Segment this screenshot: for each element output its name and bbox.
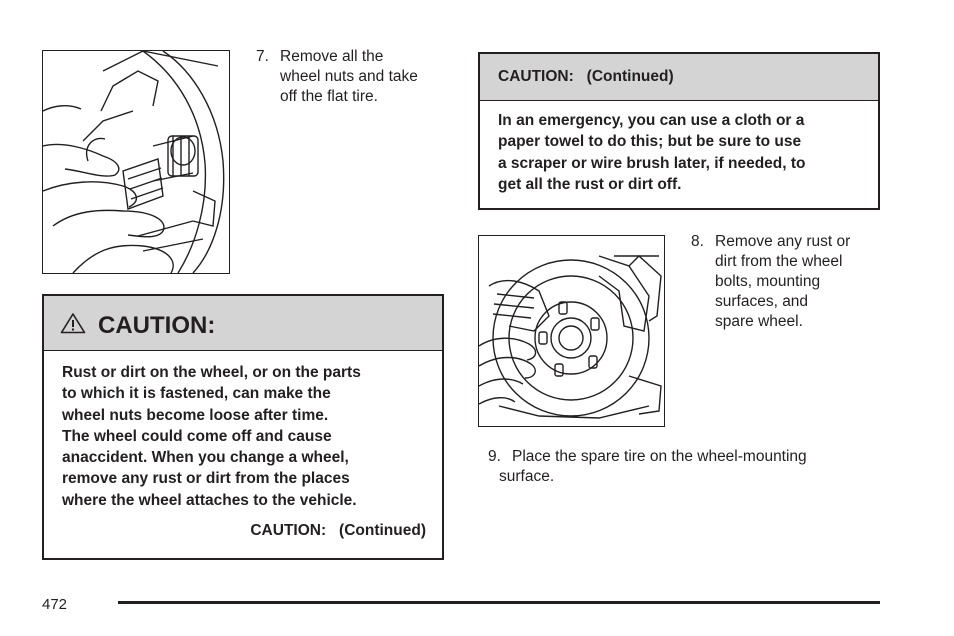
step-text — [715, 232, 850, 332]
caution-line: where the wheel attaches to the vehicle. — [62, 491, 357, 509]
step-line: off the flat tire. — [280, 88, 378, 105]
caution-line: anaccident. When you change a wheel, — [62, 449, 349, 467]
step-number: 7. — [256, 48, 269, 65]
step-8 — [691, 232, 901, 334]
caution-line: Rust or dirt on the wheel, or on the parts — [62, 364, 361, 381]
caution-line: get all the rust or dirt off. — [498, 175, 682, 193]
step-line: wheel nuts and take — [280, 68, 418, 85]
caution-header — [44, 296, 442, 351]
caution-line: wheel nuts become loose after time. — [62, 406, 329, 424]
caution-continued-box — [478, 52, 880, 210]
caution-continued-title: CAUTION: (Continued) — [498, 68, 674, 85]
step-line: Remove all the — [280, 48, 384, 65]
wheel-hub-drawing — [479, 236, 664, 426]
step-line: Place the spare tire on the wheel-mounting — [512, 448, 807, 465]
step-text — [499, 447, 807, 487]
caution-title: CAUTION: — [98, 312, 216, 339]
step-line: surfaces, and — [715, 293, 809, 310]
footer-rule — [118, 601, 880, 604]
step-number: 8. — [691, 233, 704, 250]
caution-continued-label: CAUTION: (Continued) — [250, 522, 426, 539]
step-7 — [256, 47, 456, 109]
caution-box — [42, 294, 444, 560]
caution-line: a scraper or wire brush later, if needed, to — [498, 154, 806, 172]
wheel-hub-cleaning-illustration — [478, 235, 665, 427]
caution-line: paper towel to do this; but be sure to use — [498, 133, 802, 151]
caution-continued-header — [480, 54, 878, 101]
caution-continued-body — [498, 110, 870, 195]
step-line: Remove any rust or — [715, 233, 851, 250]
wheel-nut-removal-illustration — [42, 50, 230, 274]
caution-line: In an emergency, you can use a cloth or a — [498, 112, 805, 129]
caution-line: The wheel could come off and cause — [62, 427, 332, 445]
warning-triangle-icon — [60, 312, 86, 334]
step-line: spare wheel. — [715, 313, 803, 330]
wheel-nut-drawing — [43, 51, 229, 273]
caution-line: remove any rust or dirt from the places — [62, 470, 350, 488]
step-number: 9. — [488, 448, 501, 465]
page-number: 472 — [42, 596, 68, 613]
caution-line: to which it is fastened, can make the — [62, 385, 331, 403]
step-9 — [488, 447, 888, 489]
step-text — [280, 47, 418, 107]
step-line: surface. — [499, 468, 555, 485]
step-line: dirt from the wheel — [715, 253, 843, 270]
step-line: bolts, mounting — [715, 273, 821, 290]
caution-body — [62, 362, 432, 511]
